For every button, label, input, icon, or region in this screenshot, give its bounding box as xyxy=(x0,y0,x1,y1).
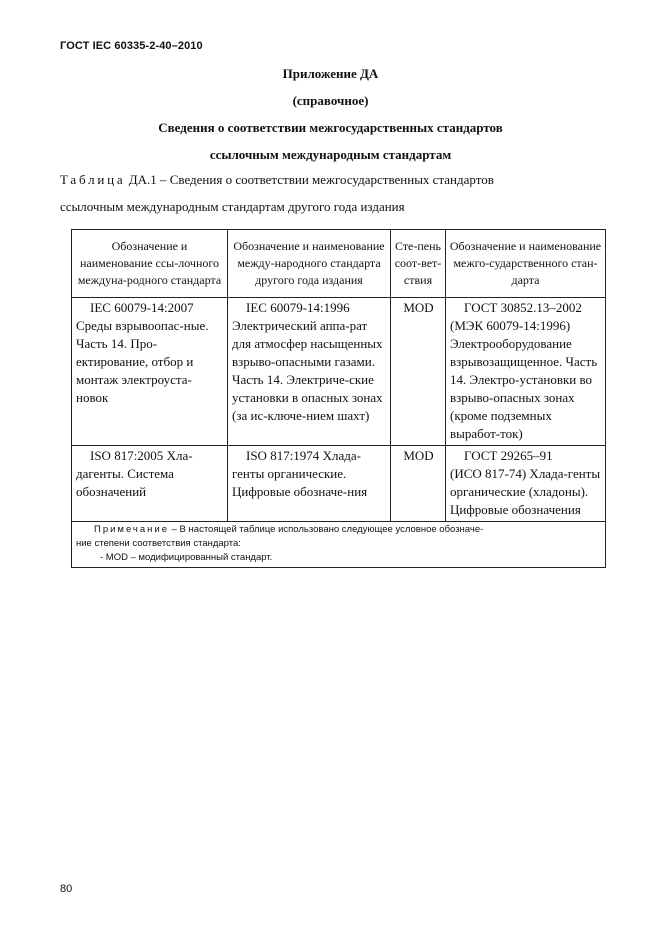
table-header-row xyxy=(72,230,606,298)
table-caption-line2: ссылочным международным стандартам другого года издания xyxy=(60,199,405,214)
appendix-subtitle-line2: ссылочным международным стандартам xyxy=(209,147,452,162)
table-note xyxy=(72,522,606,568)
header-degree-of-conformity: Сте-пень соот-вет-ствия xyxy=(391,230,446,298)
cell-other-year-standard xyxy=(228,446,391,522)
page-number: 80 xyxy=(60,883,73,895)
standard-title: (МЭК 60079-14:1996) Электрооборудование взрывозащищенное. Часть 14. Электро-установки во взрыво-опасных зонах (кроме подземных выработ-ток) xyxy=(450,318,598,441)
standard-code: ISO 817:1974 xyxy=(246,448,320,463)
note-line2: ние степени соответствия стандарта: xyxy=(76,538,241,549)
note-label: Примечание xyxy=(94,524,169,535)
note-line3: - MOD – модифицированный стандарт. xyxy=(100,552,273,563)
table-caption-text: ДА.1 – Сведения о соответствии межгосударственных стандартов xyxy=(125,172,494,187)
standard-title: Среды взрывоопас-ные. Часть 14. Про-ектирование, отбор и монтаж электроуста-новок xyxy=(76,318,209,405)
table-row xyxy=(72,446,606,522)
standard-title: Хла-дагенты. Система обозначений xyxy=(76,448,193,499)
header-other-year-standard: Обозначение и наименование между-народного стандарта другого года издания xyxy=(228,230,391,298)
standard-title: (ИСО 817-74) Хлада-генты органические (хладоны). Цифровые обозначения xyxy=(450,466,601,517)
document-header: ГОСТ IEC 60335-2-40–2010 xyxy=(60,40,203,52)
table-note-row xyxy=(72,522,606,568)
header-interstate-standard: Обозначение и наименование межго-сударственного стан-дарта xyxy=(446,230,606,298)
standard-code: ISO 817:2005 xyxy=(90,448,164,463)
standard-title: Электрический аппа-рат для атмосфер насыщенных взрыво-опасными газами. Часть 14. Электриче-ские установки в опасных зонах (за ис-ключе-нием шахт) xyxy=(232,318,383,423)
appendix-subtitle-line1: Сведения о соответствии межгосударственных стандартов xyxy=(158,120,503,135)
table-caption-prefix: Таблица xyxy=(60,172,126,187)
appendix-title: Приложение ДА xyxy=(282,66,379,81)
header-international-standard: Обозначение и наименование ссы-лочного междуна-родного стандарта xyxy=(72,230,228,298)
cell-degree: MOD xyxy=(391,298,446,446)
standard-code: ГОСТ 30852.13–2002 xyxy=(464,300,582,315)
note-text: – В настоящей таблице использовано следующее условное обозначе- xyxy=(169,524,484,535)
standard-title: Хлада-генты органические. Цифровые обозначе-ния xyxy=(232,448,368,499)
cell-interstate-standard xyxy=(446,446,606,522)
cell-international-standard xyxy=(72,298,228,446)
cell-other-year-standard xyxy=(228,298,391,446)
table-caption-line1 xyxy=(60,172,620,188)
appendix-note: (справочное) xyxy=(292,93,369,108)
standard-code: IEC 60079-14:2007 xyxy=(90,300,194,315)
cell-international-standard xyxy=(72,446,228,522)
cell-degree: MOD xyxy=(391,446,446,522)
table-row xyxy=(72,298,606,446)
correspondence-table xyxy=(71,229,606,568)
standard-code: ГОСТ 29265–91 xyxy=(464,448,553,463)
cell-interstate-standard xyxy=(446,298,606,446)
note-line1 xyxy=(76,523,602,537)
standard-code: IEC 60079-14:1996 xyxy=(246,300,350,315)
